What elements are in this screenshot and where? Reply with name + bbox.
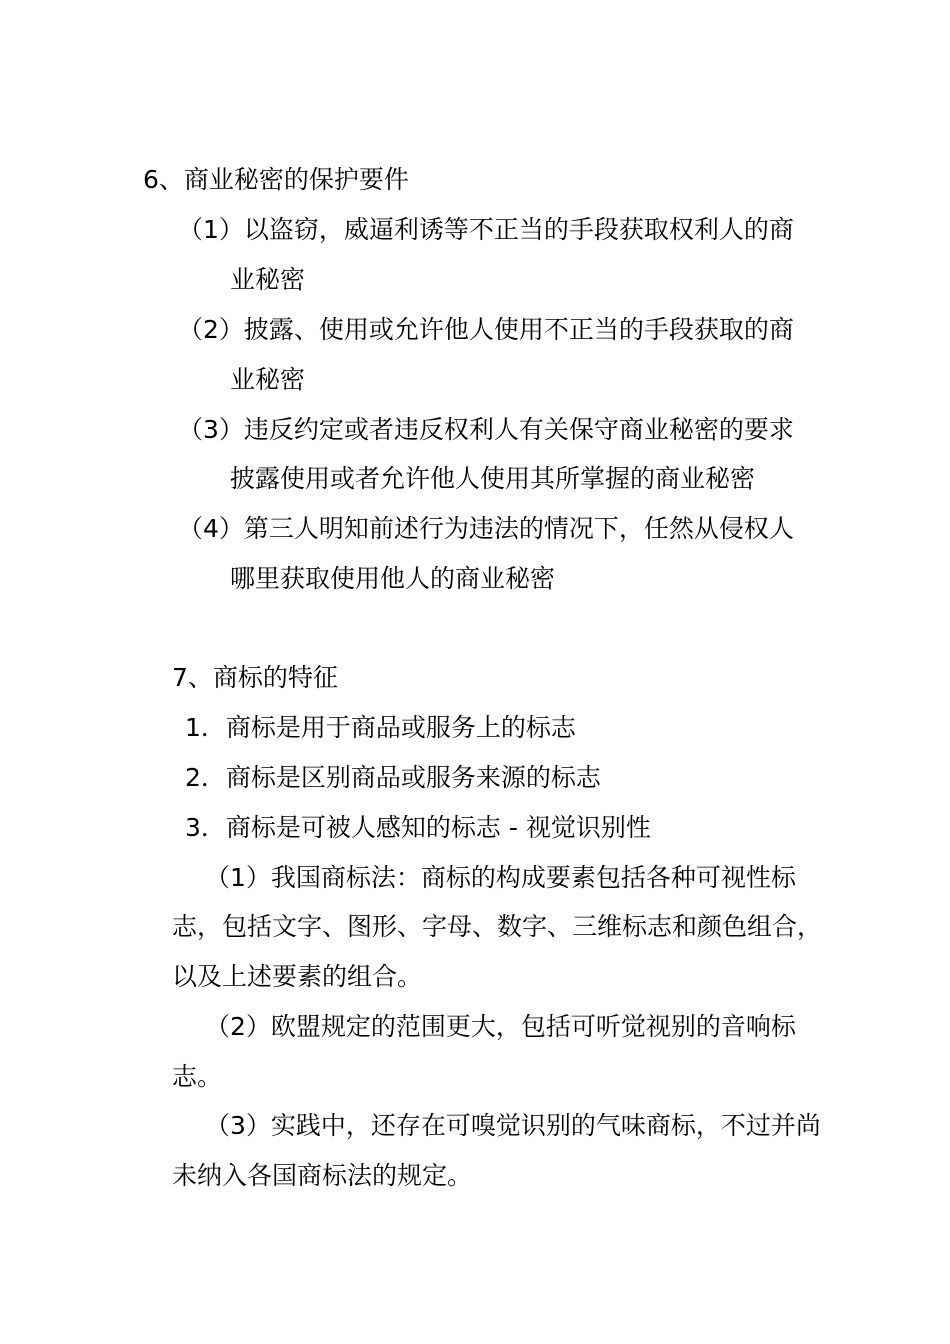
section-7-note-3-line-1: （3）实践中，还存在可嗅觉识别的气味商标，不过并尚 — [205, 1111, 821, 1140]
section-6-item-2-line-2: 业秘密 — [230, 365, 306, 394]
section-7-point-2: 2．商标是区别商品或服务来源的标志 — [185, 763, 601, 792]
section-7-note-1-line-1: （1）我国商标法：商标的构成要素包括各种可视性标 — [205, 863, 796, 892]
section-6-item-1-line-1: （1）以盗窃，威逼利诱等不正当的手段获取权利人的商 — [178, 215, 794, 244]
section-6-item-1-line-2: 业秘密 — [230, 265, 306, 294]
section-6-item-4-line-2: 哪里获取使用他人的商业秘密 — [230, 564, 556, 593]
section-6-item-3-line-1: （3）违反约定或者违反权利人有关保守商业秘密的要求 — [178, 415, 794, 444]
section-6-heading: 6、商业秘密的保护要件 — [143, 165, 409, 194]
section-6-item-3-line-2: 披露使用或者允许他人使用其所掌握的商业秘密 — [230, 464, 756, 493]
section-6-item-2-line-1: （2）披露、使用或允许他人使用不正当的手段获取的商 — [178, 315, 794, 344]
section-6-item-4-line-1: （4）第三人明知前述行为违法的情况下，任然从侵权人 — [178, 514, 794, 543]
section-7-note-1-line-3: 以及上述要素的组合。 — [172, 962, 423, 991]
section-7-point-1: 1．商标是用于商品或服务上的标志 — [185, 713, 576, 742]
section-7-point-3: 3．商标是可被人感知的标志 - 视觉识别性 — [185, 813, 651, 842]
section-7-note-2-line-2: 志。 — [172, 1062, 223, 1091]
section-7-note-3-line-2: 未纳入各国商标法的规定。 — [172, 1161, 473, 1190]
section-7-note-2-line-1: （2）欧盟规定的范围更大，包括可听觉视别的音响标 — [205, 1012, 796, 1041]
section-7-heading: 7、商标的特征 — [172, 663, 338, 692]
section-7-note-1-line-2: 志，包括文字、图形、字母、数字、三维标志和颜色组合， — [172, 912, 823, 941]
